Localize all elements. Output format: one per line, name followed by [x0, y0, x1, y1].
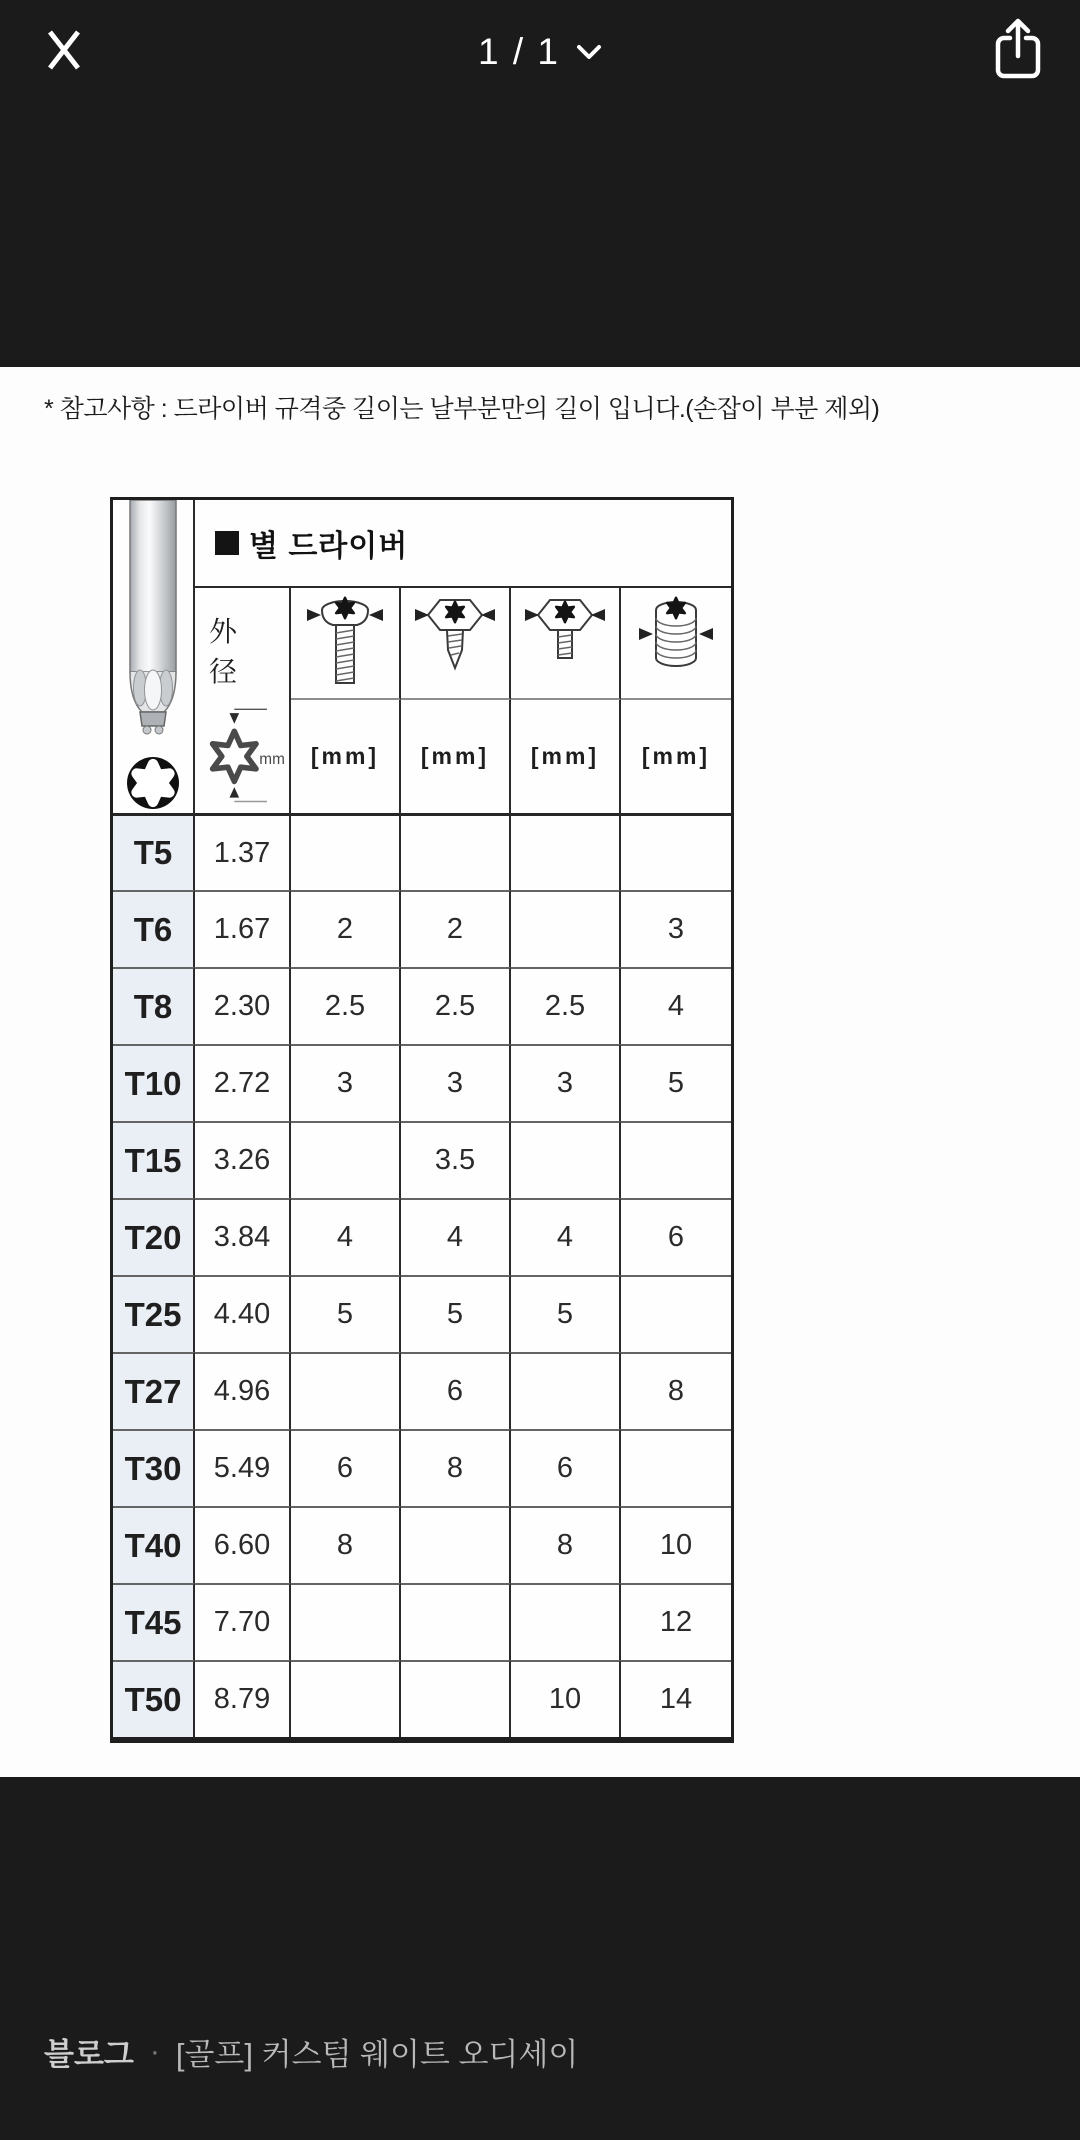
torx-end-view-icon [124, 754, 182, 812]
length-value: 5 [401, 1275, 511, 1352]
torx-size-label: T15 [113, 1121, 195, 1198]
screw-type-cell [621, 588, 731, 700]
outer-diameter-value: 4.40 [195, 1275, 291, 1352]
length-value: 2.5 [291, 967, 401, 1044]
length-value [291, 813, 401, 890]
length-value [401, 813, 511, 890]
table-title: 별 드라이버 [249, 530, 409, 563]
length-value [621, 1121, 731, 1198]
length-value: 3 [291, 1044, 401, 1121]
torx-size-label: T30 [113, 1429, 195, 1506]
unit-label-cell: [mm] [291, 700, 401, 813]
table-title-cell [195, 500, 731, 588]
length-value: 8 [291, 1506, 401, 1583]
share-icon [990, 16, 1046, 84]
length-value: 3.5 [401, 1121, 511, 1198]
length-value: 6 [511, 1429, 621, 1506]
length-value: 2 [291, 890, 401, 967]
length-value [511, 1583, 621, 1660]
torx-size-label: T6 [113, 890, 195, 967]
outer-diameter-label: 外 径 [209, 616, 252, 687]
length-value [511, 890, 621, 967]
hex-head-tapping-screw-icon [412, 592, 498, 694]
driver-illustration-cell [113, 500, 195, 813]
torx-driver-shaft-illustration [114, 500, 192, 744]
length-value: 14 [621, 1660, 731, 1737]
outer-diameter-value: 5.49 [195, 1429, 291, 1506]
length-value [291, 1352, 401, 1429]
length-value: 6 [621, 1198, 731, 1275]
length-value [291, 1660, 401, 1737]
torx-size-label: T10 [113, 1044, 195, 1121]
length-value: 3 [621, 890, 731, 967]
torx-driver-spec-table [110, 497, 734, 1743]
length-value [291, 1583, 401, 1660]
length-value [621, 1275, 731, 1352]
outer-diameter-header-cell [195, 588, 291, 813]
torx-size-label: T25 [113, 1275, 195, 1352]
length-value: 8 [511, 1506, 621, 1583]
screw-type-cell [401, 588, 511, 700]
screw-type-cell [511, 588, 621, 700]
length-value: 3 [511, 1044, 621, 1121]
page-indicator-label: 1 / 1 [478, 31, 560, 72]
torx-size-label: T8 [113, 967, 195, 1044]
chevron-down-icon [576, 43, 602, 61]
outer-diameter-value: 7.70 [195, 1583, 291, 1660]
length-value: 8 [401, 1429, 511, 1506]
length-value: 8 [621, 1352, 731, 1429]
length-value [621, 1429, 731, 1506]
length-value [621, 813, 731, 890]
unit-label-cell: [mm] [511, 700, 621, 813]
page-indicator[interactable] [0, 26, 1080, 78]
unit-label-cell: [mm] [641, 743, 711, 769]
torx-size-label: T20 [113, 1198, 195, 1275]
length-value: 3 [401, 1044, 511, 1121]
length-value [511, 1352, 621, 1429]
outer-diameter-value: 3.26 [195, 1121, 291, 1198]
outer-diameter-value: 1.67 [195, 890, 291, 967]
outer-diameter-value: 3.84 [195, 1198, 291, 1275]
hex-head-bolt-icon [522, 592, 608, 694]
torx-size-label: T40 [113, 1506, 195, 1583]
unit-label-cell: [mm] [401, 700, 511, 813]
flat-head-machine-screw-icon [302, 592, 388, 694]
length-value: 12 [621, 1583, 731, 1660]
blog-app-label: 블로그 [44, 2037, 134, 2072]
outer-diameter-value: 4.96 [195, 1352, 291, 1429]
outer-diameter-value: 1.37 [195, 813, 291, 890]
length-value [401, 1583, 511, 1660]
length-value: 4 [291, 1198, 401, 1275]
share-button[interactable] [990, 16, 1046, 84]
dot-separator: · [149, 2034, 160, 2068]
length-value: 4 [511, 1198, 621, 1275]
length-value: 5 [291, 1275, 401, 1352]
torx-size-label: T45 [113, 1583, 195, 1660]
length-value: 6 [291, 1429, 401, 1506]
length-value: 2.5 [401, 967, 511, 1044]
length-value: 2.5 [511, 967, 621, 1044]
length-value: 4 [621, 967, 731, 1044]
square-bullet-icon [215, 531, 239, 555]
outer-diameter-value: 2.72 [195, 1044, 291, 1121]
torx-size-label: T5 [113, 813, 195, 890]
viewer-topbar [0, 0, 1080, 367]
image-content [0, 367, 1080, 1777]
length-value: 10 [621, 1506, 731, 1583]
torx-cross-section-diagram [196, 692, 288, 813]
screw-type-cell [291, 588, 401, 700]
diameter-unit-label: mm [259, 751, 285, 769]
length-value [511, 813, 621, 890]
outer-diameter-value: 6.60 [195, 1506, 291, 1583]
length-value: 2 [401, 890, 511, 967]
length-value [401, 1660, 511, 1737]
length-value: 4 [401, 1198, 511, 1275]
length-value: 5 [621, 1044, 731, 1121]
source-row[interactable] [44, 2029, 578, 2074]
torx-size-label: T50 [113, 1660, 195, 1737]
length-value [511, 1121, 621, 1198]
outer-diameter-value: 8.79 [195, 1660, 291, 1737]
length-value [291, 1121, 401, 1198]
post-title: [골프] 커스텀 웨이트 오디세이 [175, 2037, 579, 2072]
set-screw-icon [633, 592, 719, 694]
length-value: 5 [511, 1275, 621, 1352]
reference-note: * 참고사항 : 드라이버 규격중 길이는 날부분만의 길이 입니다.(손잡이 부분 제외) [44, 395, 880, 423]
length-value: 6 [401, 1352, 511, 1429]
length-value [401, 1506, 511, 1583]
torx-size-label: T27 [113, 1352, 195, 1429]
viewer-bottombar [0, 1777, 1080, 2140]
outer-diameter-value: 2.30 [195, 967, 291, 1044]
length-value: 10 [511, 1660, 621, 1737]
